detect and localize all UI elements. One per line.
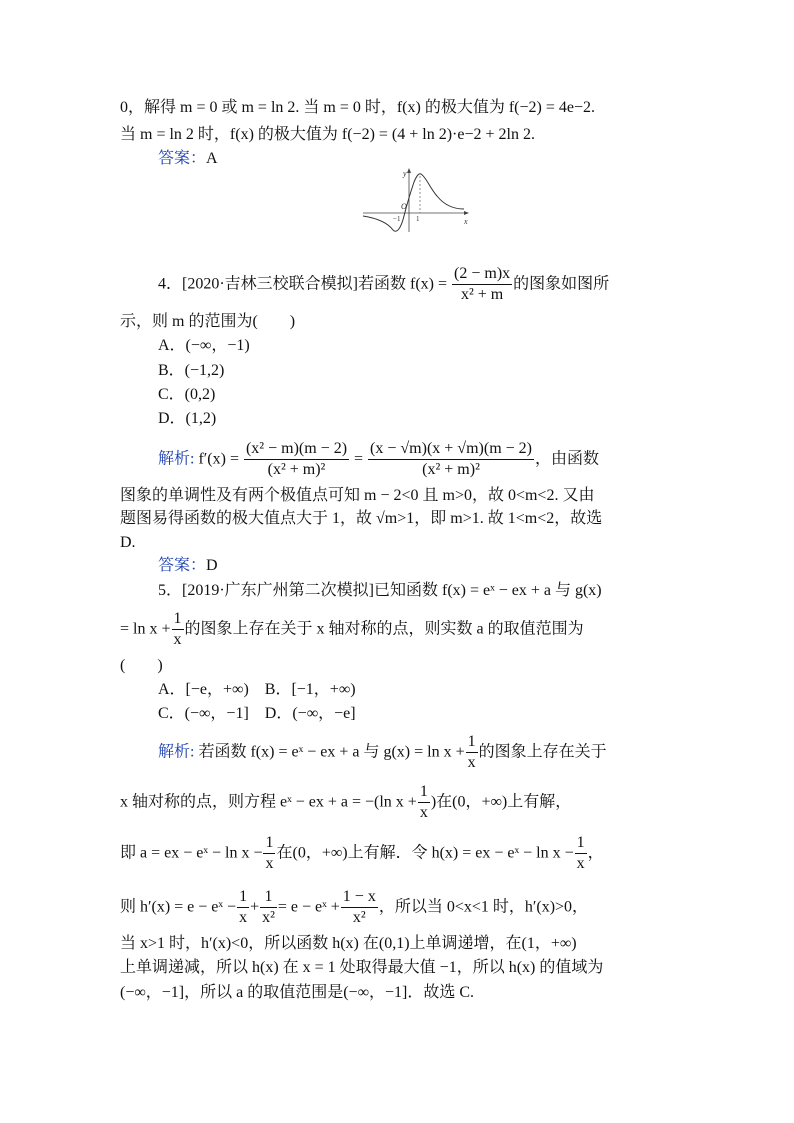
graph-origin-label: O bbox=[401, 202, 407, 211]
frac-1-over-x bbox=[466, 733, 478, 773]
frac-den: x bbox=[576, 855, 585, 873]
q4-derivative: f′(x) = bbox=[198, 450, 239, 468]
frac-1-over-x bbox=[418, 783, 430, 823]
frac-1-minus-x-over-x2 bbox=[341, 888, 378, 928]
frac-num: 1 bbox=[260, 888, 277, 908]
q4-sol-line-2: 图象的单调性及有两个极值点可知 m − 2<0 且 m>0，故 0<m<2. 又由 bbox=[120, 487, 595, 504]
q4-frac-1-den: (x² + m)² bbox=[267, 461, 326, 479]
frac-den: x bbox=[265, 855, 274, 873]
q5-frac-den: x bbox=[173, 631, 182, 649]
analysis-label: 解析: bbox=[158, 450, 195, 468]
q5-sol-text: ， bbox=[587, 844, 604, 862]
frac-1-over-x bbox=[575, 834, 587, 874]
q5-sol-text: 在(0，+∞)上有解．令 h(x) = ex − eˣ − ln x − bbox=[276, 844, 574, 862]
q5-sol-line-5: 当 x>1 时，h′(x)<0，所以函数 h(x) 在(0,1)上单调递增，在(1，+∞) bbox=[120, 935, 577, 952]
q5-sol-line-1 bbox=[158, 733, 607, 773]
frac-num: 1 bbox=[575, 834, 587, 854]
frac-1-over-x bbox=[237, 888, 249, 928]
q4-stem-line-2: 示，则 m 的范围为( ) bbox=[120, 313, 296, 330]
answer-label: 答案： bbox=[158, 150, 207, 167]
prev-answer bbox=[158, 151, 218, 167]
graph-x-label: x bbox=[464, 217, 468, 226]
q4-fraction-den: x² + m bbox=[460, 286, 504, 304]
frac-num: 1 − x bbox=[341, 888, 378, 908]
q4-analysis bbox=[158, 440, 599, 480]
q5-stem-line-1: 5．[2019·广东广州第二次模拟]已知函数 f(x) = eˣ − ex + a 与 g(x) bbox=[158, 582, 602, 599]
q5-sol-line-4 bbox=[120, 888, 588, 928]
frac-den: x² bbox=[352, 909, 366, 927]
q4-frac-2-den: (x² + m)² bbox=[422, 461, 480, 479]
q5-sol-text: ，所以当 0<x<1 时，h′(x)>0， bbox=[378, 898, 589, 916]
q4-head: 4．[2020·吉林三校联合模拟]若函数 bbox=[158, 275, 406, 293]
frac-num: 1 bbox=[237, 888, 249, 908]
q5-sol-text: 若函数 f(x) = eˣ − ex + a 与 g(x) = ln x + bbox=[198, 743, 465, 761]
graph-curve bbox=[363, 174, 464, 231]
frac-1-over-x bbox=[263, 834, 275, 874]
frac-den: x bbox=[419, 804, 428, 822]
graph-tick-pos: 1 bbox=[416, 215, 420, 223]
q5-sol-text: )在(0，+∞)上有解， bbox=[430, 793, 572, 811]
q4-option-c: C．(0,2) bbox=[158, 386, 216, 403]
q5-sol-text: 则 h′(x) = e − eˣ − bbox=[120, 898, 237, 916]
q5-sol-text: + bbox=[250, 898, 260, 916]
graph-y-label: y bbox=[403, 169, 407, 178]
analysis-label: 解析: bbox=[158, 743, 195, 761]
q5-options-ab: A．[−e，+∞) B．[−1，+∞) bbox=[158, 681, 356, 698]
frac-num: 1 bbox=[466, 733, 478, 753]
q4-frac-2 bbox=[368, 440, 534, 480]
q4-sol-tail: ，由函数 bbox=[534, 450, 599, 468]
frac-den: x bbox=[239, 909, 248, 927]
q4-fraction-num: (2 − m)x bbox=[452, 265, 512, 285]
prev-line-2: 当 m = ln 2 时，f(x) 的极大值为 f(−2) = (4 + ln 2)·e−2 + 2ln 2. bbox=[120, 126, 535, 143]
q5-sol-text: 的图象上存在关于 bbox=[478, 743, 607, 761]
q4-frac-2-num: (x − √m)(x + √m)(m − 2) bbox=[368, 440, 534, 460]
q4-option-b: B．(−1,2) bbox=[158, 362, 225, 379]
q5-stem-text: 的图象上存在关于 x 轴对称的点，则实数 a 的取值范围为 bbox=[184, 620, 584, 638]
frac-num: 1 bbox=[418, 783, 430, 803]
q4-frac-1-num: (x² − m)(m − 2) bbox=[244, 440, 349, 460]
q5-sol-line-7: (−∞，−1]，所以 a 的取值范围是(−∞，−1]．故选 C. bbox=[120, 984, 474, 1001]
q4-option-a: A．(−∞，−1) bbox=[158, 337, 250, 354]
q4-sol-line-3: 题图易得函数的极大值点大于 1，故 √m>1，即 m>1. 故 1<m<2，故选 bbox=[120, 510, 603, 527]
q5-sol-line-2 bbox=[120, 783, 571, 823]
q5-sol-line-3 bbox=[120, 834, 604, 874]
q5-stem-line-2 bbox=[120, 610, 584, 650]
q4-frac-1 bbox=[244, 440, 349, 480]
q4-stem bbox=[158, 265, 609, 305]
function-graph bbox=[360, 166, 472, 234]
q5-sol-text: = e − eˣ + bbox=[277, 898, 340, 916]
frac-1-over-x2 bbox=[260, 888, 277, 928]
q5-options-cd: C．(−∞，−1] D．(−∞，−e] bbox=[158, 705, 356, 722]
answer-value: D bbox=[206, 557, 218, 574]
frac-den: x² bbox=[262, 909, 275, 927]
q5-sol-text: x 轴对称的点，则方程 eˣ − ex + a = −(ln x + bbox=[120, 793, 417, 811]
q4-function: f(x) = bbox=[410, 275, 448, 293]
q4-sol-line-4: D. bbox=[120, 534, 136, 551]
q5-blank: ( ) bbox=[120, 657, 163, 674]
q5-g-def: = ln x + bbox=[120, 620, 171, 638]
q5-frac-num: 1 bbox=[172, 610, 184, 630]
q4-answer bbox=[158, 558, 218, 574]
graph-tick-neg: −1 bbox=[393, 215, 401, 223]
frac-num: 1 bbox=[263, 834, 275, 854]
q4-fraction bbox=[452, 265, 512, 305]
q4-tail: 的图象如图所 bbox=[513, 275, 610, 293]
q4-option-d: D．(1,2) bbox=[158, 410, 217, 427]
frac-den: x bbox=[467, 754, 476, 772]
q5-sol-line-6: 上单调递减，所以 h(x) 在 x = 1 处取得最大值 −1，所以 h(x) 的值域为 bbox=[120, 959, 604, 976]
q4-equals: = bbox=[354, 450, 364, 468]
prev-line-1: 0，解得 m = 0 或 m = ln 2. 当 m = 0 时，f(x) 的极大值为 f(−2) = 4e−2. bbox=[120, 99, 595, 116]
answer-value: A bbox=[206, 150, 218, 167]
q5-sol-text: 即 a = ex − eˣ − ln x − bbox=[120, 844, 263, 862]
q5-frac bbox=[172, 610, 184, 650]
answer-label: 答案： bbox=[158, 557, 207, 574]
